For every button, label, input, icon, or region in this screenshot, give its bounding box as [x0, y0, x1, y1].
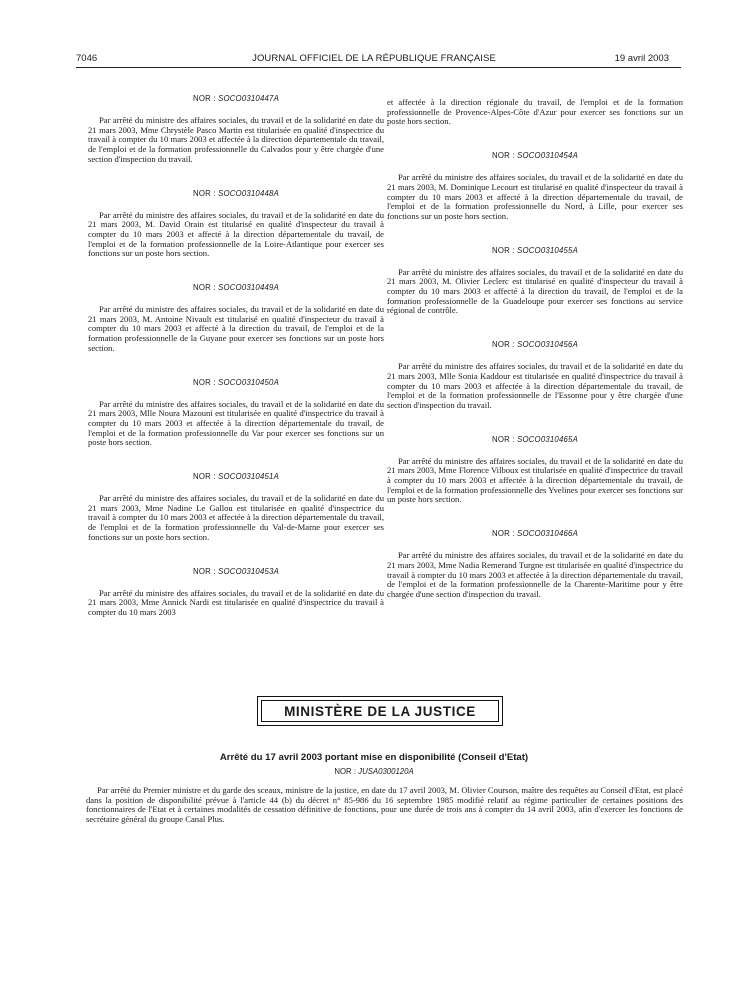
nor-line: NOR : SOCO0310454A — [492, 151, 578, 161]
decree-text: Par arrêté du ministre des affaires sociales, du travail et de la solidarité en date du 21 mars 2003, M. Antoine Nivault est titularisé en qualité d'inspecteur du travail à compter du 10 mars 2003 et affecté à la direction du travail, de l'emploi et de la formation professionnelle de la Guyane pour exercer ses fonctions sur un poste hors section. — [88, 304, 384, 353]
decree-entry — [387, 529, 683, 600]
nor-line: NOR : SOCO0310448A — [193, 188, 279, 198]
nor-code: SOCO0310453A — [218, 566, 279, 576]
nor-code: SOCO0310447A — [218, 94, 279, 103]
nor-line: NOR : SOCO0310449A — [193, 283, 279, 293]
decree-text: Par arrêté du ministre des affaires sociales, du travail et de la solidarité en date du 21 mars 2003, Mlle Noura Mazouni est titularisée en qualité d'inspectrice du travail à compter du 10 mars 2003 et affectée à la direction départementale du travail, de l'emploi et de la formation professionnelle du Var pour exercer ses fonctions sur un poste hors section. — [88, 398, 384, 448]
decree-text: Par arrêté du ministre des affaires sociales, du travail et de la solidarité en date du 21 mars 2003, Mme Chrystèle Pasco Martin est titularisée en qualité d'inspectrice du travail à compter du 10 mars 2003 et affectée à la direction départementale du travail, de l'emploi et de la formation professionnelle du Calvados pour y être chargée d'une section d'inspection du travail. — [88, 115, 384, 164]
decree-entry — [88, 94, 384, 165]
decree-entry — [88, 189, 384, 260]
decree-entry — [88, 567, 384, 618]
left-column — [88, 94, 384, 618]
nor-code: SOCO0310454A — [517, 151, 578, 161]
page-number: 7046 — [76, 53, 98, 64]
journal-title: JOURNAL OFFICIEL DE LA RÉPUBLIQUE FRANÇAISE — [252, 53, 496, 64]
decree-text: Par arrêté du ministre des affaires sociales, du travail et de la solidarité en date du 21 mars 2003, M. David Orain est titularisé en qualité d'inspecteur du travail à compter du 10 mars 2003 et affecté à la direction départementale du travail, de l'emploi et de la formation professionnelle de la Loire-Atlantique pour exercer ses fonctions sur un poste hors section. — [88, 209, 384, 259]
header-rule — [76, 67, 681, 68]
decree-entry — [387, 151, 683, 222]
nor-code: SOCO0310456A — [517, 340, 578, 350]
nor-code: JUSA0300120A — [358, 767, 414, 776]
ministry-banner — [257, 696, 503, 726]
decree-entry — [387, 340, 683, 411]
decree-entry — [88, 472, 384, 543]
decree-text: Par arrêté du ministre des affaires sociales, du travail et de la solidarité en date du 21 mars 2003, Mme Nadine Le Gallou est titularisée en qualité d'inspectrice du travail à compter du 10 mars 2003 et affectée à la direction départementale du travail, de l'emploi et de la formation professionnelle du Val-de-Marne pour exercer ses fonctions sur un poste hors section. — [88, 493, 384, 542]
page-header — [0, 53, 748, 67]
decree-entry — [88, 283, 384, 354]
decree-entry — [387, 246, 683, 317]
ministry-title: MINISTÈRE DE LA JUSTICE — [261, 700, 499, 722]
decree-text: Par arrêté du ministre des affaires sociales, du travail et de la solidarité en date du 21 mars 2003, Mme Nadia Remerand Turgne est titularisée en qualité d'inspectrice du travail à compter du 10 mars 2003 et affectée à la direction départementale du travail, de l'emploi et de la formation professionnelle de la Charente-Maritime pour y être chargée d'une section d'inspection du travail. — [387, 550, 683, 599]
nor-line: NOR : SOCO0310451A — [193, 472, 279, 482]
nor-line: NOR : SOCO0310450A — [193, 377, 279, 387]
decree-text: Par arrêté du ministre des affaires sociales, du travail et de la solidarité en date du 21 mars 2003, M. Dominique Lecourt est titularisé en qualité d'inspecteur du travail à compter du 10 mars 2003 et affecté à la direction départementale du travail, de l'emploi et de la formation professionnelle du Nord, à Lille, pour exercer ses fonctions sur un poste hors section. — [387, 172, 683, 221]
nor-line: NOR : SOCO0310455A — [492, 245, 578, 255]
nor-line: NOR : SOCO0310465A — [492, 434, 578, 444]
nor-line: NOR : SOCO0310447A — [193, 94, 279, 103]
nor-code: SOCO0310448A — [218, 188, 279, 198]
nor-code: SOCO0310455A — [517, 245, 578, 255]
nor-code: SOCO0310466A — [517, 529, 578, 539]
nor-code: SOCO0310465A — [517, 434, 578, 444]
decree-text: Par arrêté du ministre des affaires sociales, du travail et de la solidarité en date du 21 mars 2003, Mlle Sonia Kaddour est titularisée en qualité d'inspectrice du travail à compter du 10 mars 2003 et affectée à la direction départementale du travail, de l'emploi et de la formation professionnelle de l'Essonne pour y être chargée d'une section d'inspection du travail. — [387, 361, 683, 410]
decree-entry — [387, 435, 683, 506]
decree-text: Par arrêté du ministre des affaires sociales, du travail et de la solidarité en date du 21 mars 2003, M. Olivier Leclerc est titularisé en qualité d'inspecteur du travail à compter du 10 mars 2003 et affecté à la direction du travail, de l'emploi et de la formation professionnelle de la Guadeloupe pour exercer ses fonctions au service régional de contrôle. — [387, 266, 683, 316]
nor-line: NOR : SOCO0310453A — [193, 566, 279, 576]
nor-code: SOCO0310449A — [218, 283, 279, 293]
nor-line: NOR : SOCO0310466A — [492, 529, 578, 539]
continuation-text: et affectée à la direction régionale du travail, de l'emploi et de la formation professionnelle de Provence-Alpes-Côte d'Azur pour exercer ses fonctions sur un poste hors section. — [387, 97, 683, 127]
nor-line: NOR : SOCO0310456A — [492, 340, 578, 350]
right-column — [387, 98, 683, 600]
nor-code: SOCO0310451A — [218, 472, 279, 482]
decree-text: Par arrêté du ministre des affaires sociales, du travail et de la solidarité en date du 21 mars 2003, Mme Florence Vilboux est titularisée en qualité d'inspectrice du travail à compter du 10 mars 2003 et affectée à la direction départementale du travail, de l'emploi et de la formation professionnelle des Yvelines pour exercer ses fonctions sur un poste hors section. — [387, 455, 683, 505]
issue-date: 19 avril 2003 — [614, 53, 669, 64]
arrete-text: Par arrêté du Premier ministre et du garde des sceaux, ministre de la justice, en date du 17 avril 2003, M. Olivier Courson, maître des requêtes au Conseil d'Etat, est placé dans la position de disponibilité prévue à l'article 44 (b) du décret n° 85-986 du 16 septembre 1985 modifié relatif au régime particulier de certaines positions des fonctionnaires de l'Etat et à certaines modalités de cessation définitive de fonctions, pour une durée de trois ans à compter du 14 avril 2003, afin d'exercer les fonctions de secrétaire général du groupe Canal Plus. — [86, 785, 683, 825]
nor-code: SOCO0310450A — [218, 377, 279, 387]
decree-entry — [88, 378, 384, 449]
arrete-nor-line: NOR : JUSA0300120A — [334, 767, 414, 776]
decree-text: Par arrêté du ministre des affaires sociales, du travail et de la solidarité en date du 21 mars 2003, Mme Annick Nardi est titularisée en qualité d'inspectrice du travail à compter du 10 mars 2003 — [88, 587, 384, 617]
arrete-title: Arrêté du 17 avril 2003 portant mise en disponibilité (Conseil d'Etat) — [219, 752, 529, 763]
